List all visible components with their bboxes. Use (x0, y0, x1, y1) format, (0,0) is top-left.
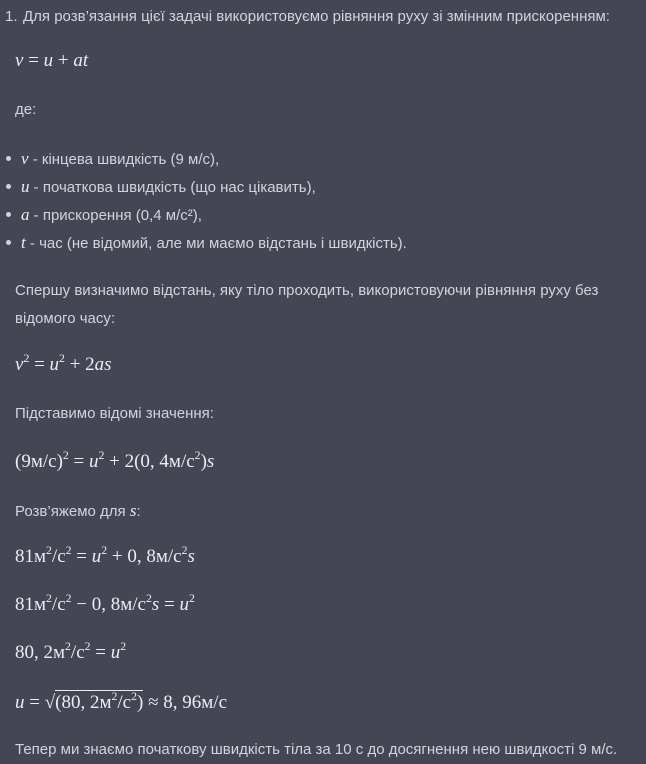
eq-operator: = (159, 594, 180, 615)
list-item-var: a (21, 205, 30, 224)
paragraph-solve-text: Розв’яжемо для (15, 503, 130, 520)
bullet-icon (6, 240, 11, 245)
sqrt-icon: √ (44, 692, 56, 713)
paragraph-solve-var: s (129, 501, 137, 520)
eq-exponent: 2 (111, 689, 118, 703)
list-item-content (21, 149, 219, 169)
eq-symbol: v (15, 354, 24, 375)
eq-symbol: s (151, 594, 160, 615)
list-item-text: - кінцева швидкість (9 м/с), (28, 151, 220, 168)
eq-exponent: 2 (65, 543, 72, 557)
list-item-var: t (21, 233, 26, 252)
list-item-text: - початкова швидкість (що нас цікавить), (29, 179, 316, 196)
eq-exponent: 2 (98, 448, 105, 462)
eq-operator: = (23, 50, 44, 71)
eq-term: 81м (15, 546, 47, 567)
equation-result (15, 690, 227, 714)
eq-operator: = (71, 546, 92, 567)
eq-symbol: at (73, 50, 89, 71)
conclusion-text: Тепер ми знаємо початкову швидкість тіла за 10 с до досягнення нею швидкості 9 м/с. (15, 741, 618, 758)
where-label: де: (15, 101, 37, 118)
eq-term: + 0, 8м/с (107, 546, 182, 567)
eq-operator: = (68, 451, 89, 472)
eq-exponent: 2 (65, 639, 71, 653)
equation-distance (15, 351, 112, 376)
eq-term: − 0, 8м/с (71, 594, 146, 615)
paragraph-substitute: Підставимо відомі значення: (15, 405, 214, 422)
eq-exponent: 2 (101, 543, 108, 557)
equation-step2 (15, 591, 195, 616)
list-item-content (21, 177, 316, 197)
sqrt-radicand (55, 690, 143, 714)
eq-symbol: u (15, 692, 25, 713)
eq-exponent: 2 (131, 689, 138, 703)
eq-operator: + (53, 50, 74, 71)
eq-term: ) (137, 692, 144, 713)
eq-exponent: 2 (23, 351, 30, 365)
bullet-icon (6, 184, 11, 189)
eq-symbol: s (206, 451, 215, 472)
paragraph-solve-colon: : (136, 503, 141, 520)
paragraph-distance-line2: відомого часу: (15, 310, 116, 327)
eq-term: 80, 2м (15, 642, 66, 663)
eq-operator: = (90, 642, 111, 663)
eq-operator: = (29, 354, 50, 375)
eq-exponent: 2 (59, 351, 65, 365)
eq-exponent: 2 (84, 639, 91, 653)
list-item-var: u (21, 177, 30, 196)
eq-exponent: 2 (62, 448, 69, 462)
eq-operator: = (24, 692, 45, 713)
eq-exponent: 2 (181, 543, 188, 557)
list-item-content (21, 205, 202, 225)
eq-term: /с (117, 692, 132, 713)
eq-term: /с (51, 546, 66, 567)
equation-step3 (15, 639, 127, 664)
equation-velocity (15, 50, 88, 72)
eq-exponent: 2 (120, 639, 127, 653)
eq-term: /с (70, 642, 85, 663)
list-item-content (21, 233, 407, 253)
eq-symbol: as (94, 354, 112, 375)
eq-exponent: 2 (189, 591, 195, 605)
eq-term: 81м (15, 594, 47, 615)
eq-term: ) (200, 451, 207, 472)
eq-term: (9м/с) (15, 451, 63, 472)
paragraph-solve (15, 501, 141, 521)
list-number: 1. (5, 8, 18, 25)
equation-step1 (15, 543, 195, 568)
eq-symbol: u (89, 451, 99, 472)
eq-symbol: u (91, 546, 102, 567)
list-item-text: - час (не відомий, але ми маємо відстань і швидкість). (25, 235, 407, 252)
eq-exponent: 2 (65, 591, 72, 605)
eq-term: + 2 (64, 354, 95, 375)
bullet-icon (6, 156, 11, 161)
eq-symbol: u (179, 594, 189, 615)
eq-exponent: 2 (145, 591, 152, 605)
eq-symbol: u (43, 50, 54, 71)
intro-text: Для розв’язання цієї задачі використовуємо рівняння руху зі змінним прискоренням: (23, 8, 610, 25)
list-item-text: - прискорення (0,4 м/с²), (29, 207, 202, 224)
eq-symbol: s (187, 546, 195, 567)
eq-exponent: 2 (46, 543, 52, 557)
bullet-icon (6, 212, 11, 217)
eq-term: ≈ 8, 96м/с (143, 692, 228, 713)
eq-term: + 2(0, 4м/с (104, 451, 195, 472)
eq-symbol: u (110, 642, 121, 663)
eq-exponent: 2 (46, 591, 52, 605)
paragraph-distance-line1: Спершу визначимо відстань, яку тіло проходить, використовуючи рівняння руху без (15, 282, 599, 299)
eq-exponent: 2 (194, 448, 201, 462)
equation-substituted (15, 448, 215, 473)
list-item-var: v (21, 149, 29, 168)
eq-term: (80, 2м (55, 692, 112, 713)
eq-symbol: u (49, 354, 60, 375)
eq-symbol: v (15, 50, 24, 71)
eq-term: /с (51, 594, 66, 615)
